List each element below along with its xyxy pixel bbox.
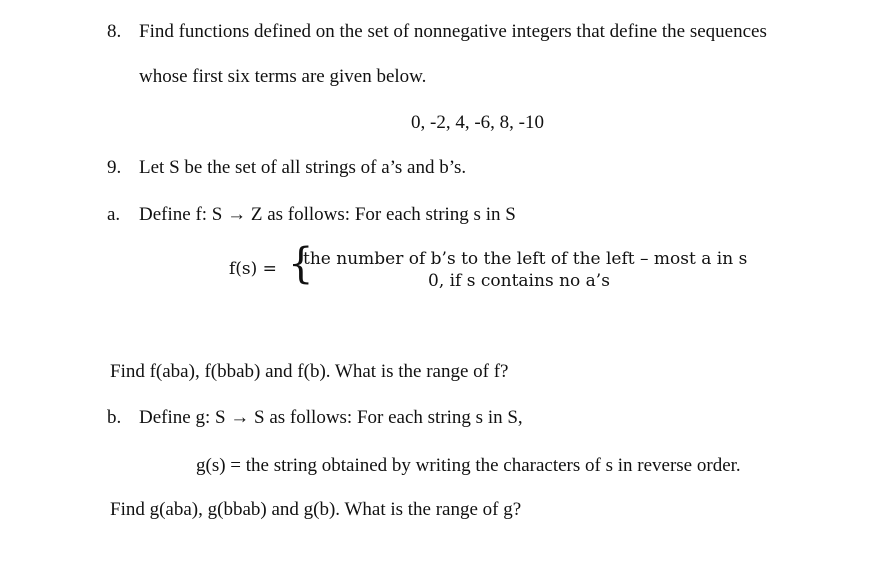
part-b-question: Find g(aba), g(bbab) and g(b). What is the range of g? bbox=[110, 499, 522, 520]
g-definition: g(s) = the string obtained by writing the characters of s in reverse order. bbox=[196, 455, 741, 476]
question-8-line-2: whose first six terms are given below. bbox=[139, 66, 427, 87]
piecewise-case-2: 0, if s contains no a’s bbox=[428, 271, 610, 291]
part-a-question: Find f(aba), f(bbab) and f(b). What is the range of f? bbox=[110, 361, 509, 382]
function-lhs: f(s) = bbox=[229, 259, 277, 279]
part-b-definition: Define g: S → S as follows: For each string s in S, bbox=[139, 407, 523, 428]
part-a-definition: Define f: S → Z as follows: For each string s in S bbox=[139, 204, 516, 225]
question-9-number: 9. bbox=[107, 157, 122, 178]
question-9-text: Let S be the set of all strings of a’s and b’s. bbox=[139, 157, 467, 178]
question-8-number: 8. bbox=[107, 21, 122, 42]
question-8-line-1: Find functions defined on the set of nonnegative integers that define the sequences bbox=[139, 21, 767, 42]
sequence-terms: 0, -2, 4, -6, 8, -10 bbox=[411, 112, 544, 133]
part-a-label: a. bbox=[107, 204, 121, 225]
left-brace: { bbox=[288, 239, 314, 289]
part-b-label: b. bbox=[107, 407, 122, 428]
piecewise-case-1: the number of b’s to the left of the left – most a in s bbox=[303, 249, 748, 269]
